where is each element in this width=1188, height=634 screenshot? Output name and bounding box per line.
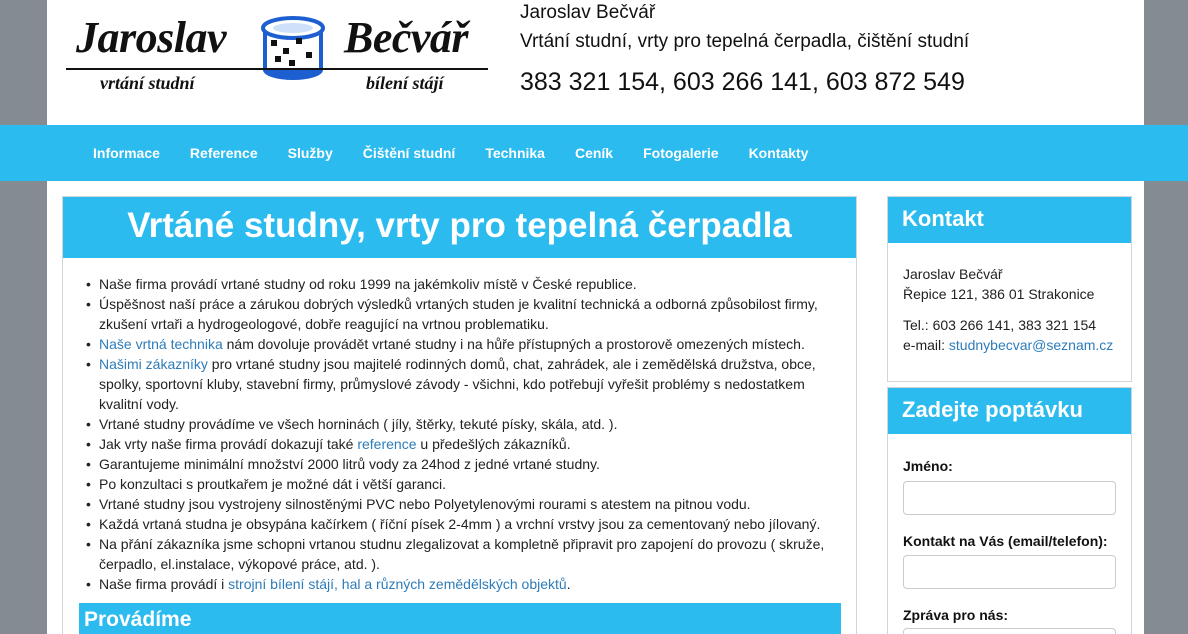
- list-item: [80, 574, 840, 594]
- contact-address: Řepice 121, 386 01 Strakonice: [903, 286, 1095, 302]
- contact-email-label: e-mail:: [903, 337, 949, 353]
- contact-email-row: [903, 335, 1131, 355]
- header-phone-numbers: 383 321 154, 603 266 141, 603 872 549: [520, 68, 965, 96]
- contact-details: [888, 243, 1131, 355]
- logo-divider: [66, 68, 488, 70]
- bullet-text: Naše firma provádí i: [99, 576, 229, 592]
- list-item: [80, 454, 840, 474]
- logo-subtitle-left: vrtání studní: [100, 73, 195, 93]
- nav-item-technika[interactable]: Technika: [485, 145, 545, 161]
- list-item: [80, 514, 840, 534]
- inquiry-form-title: Zadejte poptávku: [888, 388, 1131, 434]
- link-reference[interactable]: reference: [357, 436, 417, 452]
- bullet-text: Každá vrtaná studna je obsypána kačírkem ( říční písek 2-4mm ) a vrchní vrstvy jsou za cementovaný nebo jílovaný.: [99, 516, 821, 532]
- logo-subtitle-right: bílení stájí: [366, 73, 444, 93]
- list-item: [80, 334, 840, 354]
- link-customers[interactable]: Našimi zákazníky: [99, 356, 208, 372]
- bullet-text: Úspěšnost naší práce a zárukou dobrých výsledků vrtaných studen je kvalitní technická a odborná způsobilost firmy, zkušení vrtaři a hydrogeologové, dobře reagující na vrtnou problematiku.: [99, 296, 818, 332]
- main-content-panel: [62, 196, 857, 634]
- nav-item-informace[interactable]: Informace: [93, 145, 160, 161]
- page-title: Vrtáné studny, vrty pro tepelná čerpadla: [63, 197, 856, 258]
- main-navigation: [0, 125, 1188, 181]
- contact-email-link[interactable]: studnybecvar@seznam.cz: [948, 337, 1114, 353]
- list-item: [80, 294, 840, 334]
- contact-name: Jaroslav Bečvář: [903, 266, 1003, 282]
- nav-item-sluzby[interactable]: Služby: [287, 145, 333, 161]
- header-company-name: Jaroslav Bečvář: [520, 2, 656, 23]
- contact-card-title: Kontakt: [888, 197, 1131, 243]
- nav-item-kontakty[interactable]: Kontakty: [748, 145, 809, 161]
- contact-field-label: Kontakt na Vás (email/telefon):: [903, 533, 1108, 549]
- contact-field[interactable]: [903, 555, 1116, 589]
- bullet-text: Naše firma provádí vrtané studny od roku 1999 na jakémkoliv místě v České republice.: [99, 276, 637, 292]
- contact-card: [887, 196, 1132, 382]
- contact-phone: Tel.: 603 266 141, 383 321 154: [903, 317, 1097, 333]
- list-item: [80, 534, 840, 574]
- bullet-text: Na přání zákazníka jsme schopni vrtanou studnu zlegalizovat a kompletně připravit pro zapojení do provozu ( skruže, čerpadlo, el.instalace, výkopové práce, atd. ).: [99, 536, 825, 572]
- bullet-text: Garantujeme minimální množství 2000 litrů vody za 24hod z jedné vrtané studny.: [99, 456, 600, 472]
- bullet-text: Po konzultaci s proutkařem je možné dát i větší garanci.: [99, 476, 447, 492]
- bullet-text: u předešlých zákazníků.: [416, 436, 571, 452]
- message-field-label: Zpráva pro nás:: [903, 607, 1009, 623]
- list-item: [80, 434, 840, 454]
- message-field[interactable]: [903, 628, 1116, 634]
- logo-text-right: Bečvář: [344, 13, 469, 62]
- list-item: [80, 354, 840, 414]
- list-item: [80, 494, 840, 514]
- name-field-label: Jméno:: [903, 458, 953, 474]
- list-item: [80, 414, 840, 434]
- name-field[interactable]: [903, 481, 1116, 515]
- header-tagline: Vrtání studní, vrty pro tepelná čerpadla, čištění studní: [520, 31, 970, 52]
- well-ring-logo-icon: [256, 14, 330, 84]
- nav-item-reference[interactable]: Reference: [189, 145, 258, 161]
- section-heading-provadime: Provádíme: [79, 603, 841, 634]
- bullet-text: Vrtané studny provádíme ve všech horninách ( jíly, štěrky, tekuté písky, skála, atd. ).: [99, 416, 618, 432]
- nav-item-cenik[interactable]: Ceník: [574, 145, 614, 161]
- list-item: [80, 474, 840, 494]
- bullet-text: Jak vrty naše firma provádí dokazují také: [99, 436, 358, 452]
- bullet-text: Vrtané studny jsou vystrojeny silnostěnými PVC nebo Polyetylenovými rourami s atestem na pitnou vodu.: [99, 496, 751, 512]
- info-bullet-list: [80, 274, 840, 594]
- list-item: [80, 274, 840, 294]
- logo-text-left: Jaroslav: [76, 13, 226, 62]
- link-barn-whitewashing[interactable]: strojní bílení stájí, hal a různých zemědělských objektů: [228, 576, 567, 592]
- spacer: [903, 304, 1131, 315]
- site-logo[interactable]: [66, 10, 488, 102]
- nav-item-cisteni-studni[interactable]: Čištění studní: [362, 145, 456, 161]
- bullet-text: nám dovoluje provádět vrtané studny i na hůře přístupných a prostorově omezených místech.: [222, 336, 805, 352]
- nav-item-fotogalerie[interactable]: Fotogalerie: [643, 145, 719, 161]
- bullet-text: pro vrtané studny jsou majitelé rodinných domů, chat, zahrádek, ale i zemědělská družstva, obce, spolky, sportovní kluby, stavební firmy, průmyslové závody - všichni, kdo potřebují vyřešit problémy s nedostatkem kvalitní vody.: [99, 356, 816, 412]
- bullet-text: .: [566, 576, 571, 592]
- link-drilling-technique[interactable]: Naše vrtná technika: [99, 336, 223, 352]
- inquiry-form-card: [887, 387, 1132, 634]
